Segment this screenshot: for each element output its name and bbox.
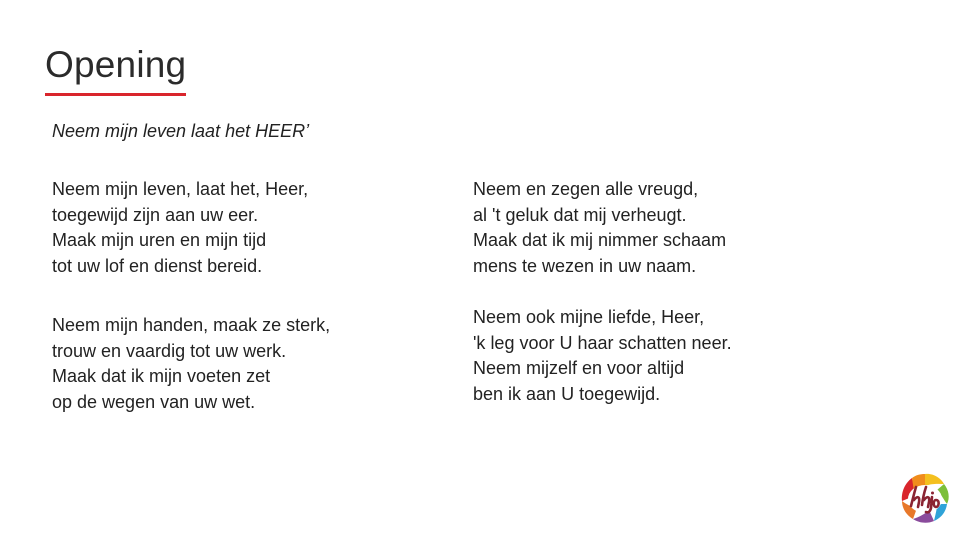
title-underline <box>45 93 186 96</box>
logo-graphic <box>897 470 953 526</box>
stanza-line: op de wegen van uw wet. <box>52 391 256 412</box>
stanza-line: ben ik aan U toegewijd. <box>473 383 661 404</box>
slide-title: Opening <box>45 44 187 85</box>
stanza-line: 'k leg voor U haar schatten neer. <box>473 332 732 353</box>
stanza-line: Neem mijn leven, laat het, Heer, <box>52 179 309 199</box>
stanza-line: Neem en zegen alle vreugd, <box>473 179 699 199</box>
stanza-line: mens te wezen in uw naam. <box>473 255 697 276</box>
stanza-line: Maak dat ik mij nimmer schaam <box>473 230 727 250</box>
stanza-3 <box>473 177 726 279</box>
stanza-line: tot uw lof en dienst bereid. <box>52 255 263 276</box>
stanza-line: toegewijd zijn aan uw eer. <box>52 204 259 225</box>
stanza-line: Maak mijn uren en mijn tijd <box>52 230 267 250</box>
hymn-title: Neem mijn leven laat het HEER’ <box>52 121 310 141</box>
stanza-line: Neem mijzelf en voor altijd <box>473 358 685 378</box>
stanza-line: Neem mijn handen, maak ze sterk, <box>52 315 331 335</box>
stanza-line: trouw en vaardig tot uw werk. <box>52 340 287 361</box>
stanza-line: Neem ook mijne liefde, Heer, <box>473 307 705 327</box>
stanza-1 <box>52 177 308 279</box>
stanza-2 <box>52 313 330 415</box>
hhjo-logo-icon <box>897 470 953 526</box>
stanza-line: Maak dat ik mijn voeten zet <box>52 366 271 386</box>
stanza-line: al 't geluk dat mij verheugt. <box>473 204 687 225</box>
stanza-4 <box>473 305 732 407</box>
